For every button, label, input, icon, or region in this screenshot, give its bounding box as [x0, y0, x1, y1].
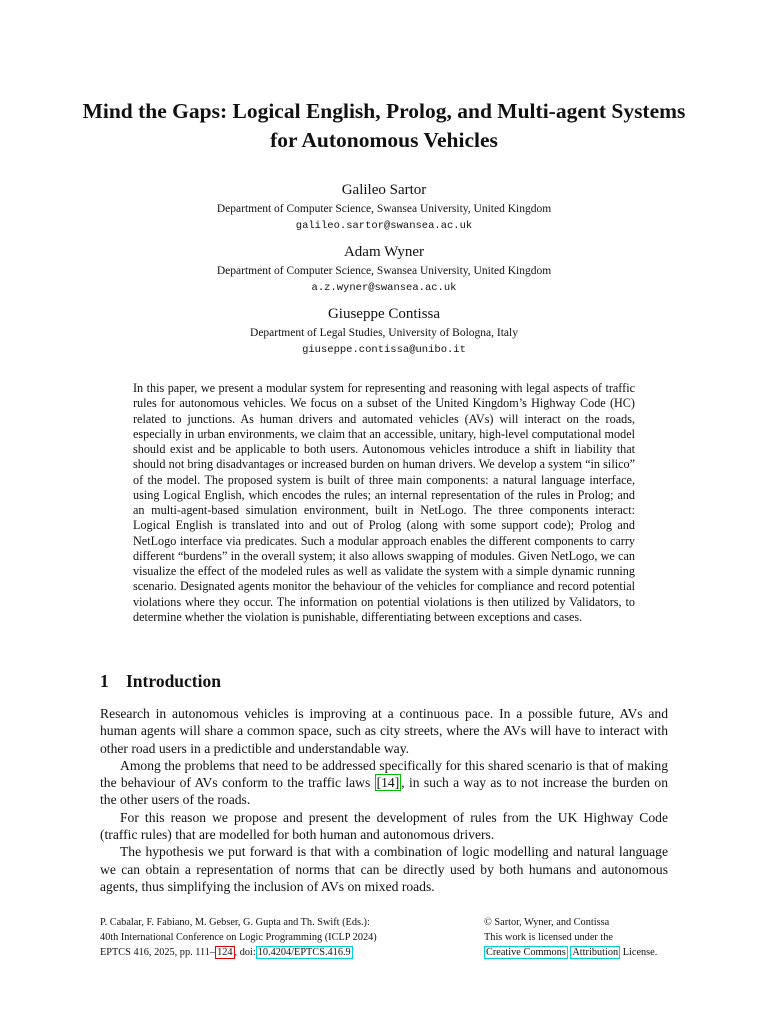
paragraph: Research in autonomous vehicles is improving at a continuous pace. In a possible future, AVs and human agents will share a common space, such as city streets, where the AVs will have to interact with other road users in a predictible and understandable way.: [100, 706, 668, 756]
author-affiliation: Department of Legal Studies, University of Bologna, Italy: [250, 327, 518, 339]
author-email[interactable]: galileo.sartor@swansea.ac.uk: [295, 220, 473, 232]
doi-label: , doi:: [234, 947, 256, 958]
license-footer: [484, 915, 684, 960]
copyright: © Sartor, Wyner, and Contissa: [484, 917, 610, 928]
author-block-1: [0, 181, 768, 233]
license-text: This work is licensed under the: [484, 932, 613, 943]
author-email[interactable]: a.z.wyner@swansea.ac.uk: [311, 282, 457, 294]
author-name: Adam Wyner: [343, 244, 425, 260]
paragraph-text: Among the problems that need to be addressed specifically for this shared scenario is that of making the behaviour of AVs conform to the traffic laws: [100, 757, 668, 791]
footer-conference: 40th International Conference on Logic Programming (ICLP 2024): [100, 932, 377, 943]
paragraph: For this reason we propose and present the development of rules from the UK Highway Code (traffic rules) that are modelled for both human and autonomous drivers.: [100, 809, 668, 843]
paragraph-text: , in such a way as to not increase the burden on the other users of the roads.: [100, 775, 668, 808]
footer-pages: EPTCS 416, 2025, pp. 111–: [100, 947, 216, 958]
paper-title: Mind the Gaps: Logical English, Prolog, and Multi-agent Systems for Autonomous Vehicles: [82, 99, 686, 152]
section-number: 1: [100, 671, 109, 691]
abstract: In this paper, we present a modular system for representing and reasoning with legal aspects of traffic rules for autonomous vehicles. We focus on a subset of the United Kingdom’s Highway Code (HC) related to junctions. As human drivers and automated vehicles (AVs) will interact on the roads, especially in urban environments, we claim that an accessible, unitary, high-level computational model should exist and be applicable to both users. Autonomous vehicles introduce a shift in liability that should not bring disadvantages or increased burden on human drivers. We develop a system “in silico” of the model. The proposed system is built of three main components: a natural language interface, using Logical English, which encodes the rules; an internal representation of the rules in Prolog; and an multi-agent-based simulation environment, built in NetLogo. The three components interact: Logical English is translated into and out of Prolog (along with some support code); Prolog and NetLogo interface via predicates. Such a modular approach enables the different components to carry different “burdens” in the overall system; it also allows swapping of modules. Given NetLogo, we can visualize the effect of the modeled rules as well as validate the system with a simple dynamic running scenario. Designated agents monitor the behaviour of the vehicles for compliance and record potential violations where they occur. The information on potential violations is then utilized by Validators, to determine whether the violation is punishable, differentiating between exceptions and cases.: [133, 381, 635, 624]
last-page-link[interactable]: 124: [217, 947, 233, 958]
paragraph: [100, 757, 668, 809]
paragraph: The hypothesis we put forward is that with a combination of logic modelling and natural language we can obtain a representation of norms that can be directly used by both humans and autonomous agents, thus simplifying the inclusion of AVs on mixed roads.: [100, 844, 668, 894]
section-title: Introduction: [126, 671, 221, 691]
creative-commons-link[interactable]: Creative Commons: [486, 947, 566, 958]
author-email[interactable]: giuseppe.contissa@unibo.it: [302, 344, 466, 356]
license-links: [484, 945, 684, 960]
author-block-2: [0, 243, 768, 295]
author-name: Galileo Sartor: [341, 182, 427, 198]
footer-publication: [100, 945, 420, 960]
footer-editors: P. Cabalar, F. Fabiano, M. Gebser, G. Gupta and Th. Swift (Eds.):: [100, 917, 370, 928]
license-word: License.: [622, 947, 658, 958]
author-name: Giuseppe Contissa: [327, 306, 441, 322]
attribution-link[interactable]: Attribution: [572, 947, 619, 958]
introduction-body: [100, 705, 668, 895]
publication-footer: [100, 915, 420, 960]
author-block-3: [0, 305, 768, 357]
author-affiliation: Department of Computer Science, Swansea University, United Kingdom: [216, 203, 552, 215]
citation-link[interactable]: [14]: [376, 775, 400, 791]
author-affiliation: Department of Computer Science, Swansea University, United Kingdom: [216, 265, 552, 277]
section-heading: [100, 670, 221, 692]
doi-link[interactable]: 10.4204/EPTCS.416.9: [257, 947, 351, 958]
